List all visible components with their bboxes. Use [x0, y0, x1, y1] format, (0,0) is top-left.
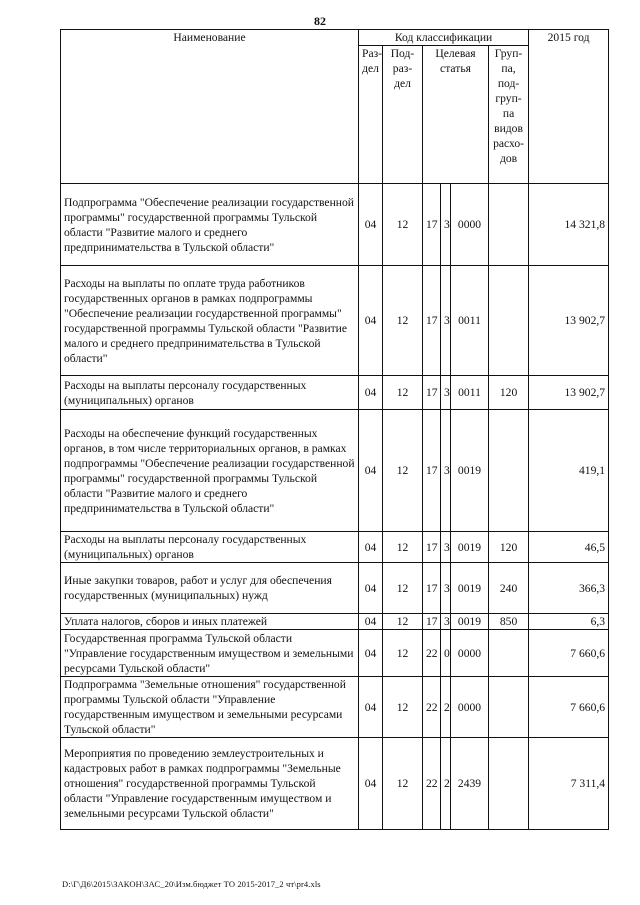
row-cs-direction: 2439 — [451, 738, 489, 830]
column-header-celevaya: Целевая статья — [423, 46, 489, 184]
row-vid — [489, 184, 529, 266]
row-vid: 120 — [489, 532, 529, 563]
row-razdel: 04 — [359, 614, 383, 630]
row-name: Иные закупки товаров, работ и услуг для обеспечения государственных (муниципальных) нужд — [61, 563, 359, 614]
header-row-top — [61, 30, 609, 46]
row-amount: 46,5 — [529, 532, 609, 563]
row-amount: 13 902,7 — [529, 376, 609, 410]
row-name: Государственная программа Тульской области "Управление государственным имуществом и земельными ресурсами Тульской области" — [61, 630, 359, 677]
row-cs-subprogram: 2 — [441, 677, 451, 738]
row-name: Подпрограмма "Обеспечение реализации государственной программы" государственной программы Тульской области "Развитие малого и среднего предпринимательства в Тульской области" — [61, 184, 359, 266]
row-amount: 366,3 — [529, 563, 609, 614]
row-vid — [489, 630, 529, 677]
row-cs-direction: 0019 — [451, 614, 489, 630]
row-podrazdel: 12 — [383, 614, 423, 630]
row-cs-subprogram: 2 — [441, 738, 451, 830]
row-razdel: 04 — [359, 266, 383, 376]
row-cs-program: 22 — [423, 630, 441, 677]
row-podrazdel: 12 — [383, 376, 423, 410]
row-razdel: 04 — [359, 376, 383, 410]
row-cs-subprogram: 3 — [441, 410, 451, 532]
table-row — [61, 563, 609, 614]
table-row — [61, 738, 609, 830]
table-row — [61, 266, 609, 376]
row-vid — [489, 738, 529, 830]
row-cs-direction: 0019 — [451, 532, 489, 563]
row-cs-direction: 0019 — [451, 563, 489, 614]
row-name: Расходы на выплаты персоналу государственных (муниципальных) органов — [61, 376, 359, 410]
table-row — [61, 410, 609, 532]
row-cs-subprogram: 3 — [441, 563, 451, 614]
row-name: Расходы на выплаты по оплате труда работников государственных органов в рамках подпрограммы "Обеспечение реализации государственной программы" государственной программы Тульской области "Развитие малого и среднего предпринимательства в Тульской области" — [61, 266, 359, 376]
row-cs-program: 22 — [423, 677, 441, 738]
row-podrazdel: 12 — [383, 532, 423, 563]
row-cs-program: 17 — [423, 266, 441, 376]
row-cs-direction: 0011 — [451, 376, 489, 410]
row-name: Уплата налогов, сборов и иных платежей — [61, 614, 359, 630]
row-vid — [489, 266, 529, 376]
row-cs-direction: 0011 — [451, 266, 489, 376]
row-razdel: 04 — [359, 630, 383, 677]
row-cs-subprogram: 3 — [441, 614, 451, 630]
row-podrazdel: 12 — [383, 266, 423, 376]
row-cs-subprogram: 0 — [441, 630, 451, 677]
row-podrazdel: 12 — [383, 738, 423, 830]
row-cs-direction: 0019 — [451, 410, 489, 532]
row-razdel: 04 — [359, 532, 383, 563]
row-podrazdel: 12 — [383, 184, 423, 266]
row-name: Подпрограмма "Земельные отношения" государственной программы Тульской области "Управление государственным имуществом и земельными ресурсами Тульской области" — [61, 677, 359, 738]
row-name: Расходы на выплаты персоналу государственных (муниципальных) органов — [61, 532, 359, 563]
column-header-razdel: Раз- дел — [359, 46, 383, 184]
row-vid: 120 — [489, 376, 529, 410]
row-podrazdel: 12 — [383, 677, 423, 738]
table-row — [61, 376, 609, 410]
row-cs-subprogram: 3 — [441, 532, 451, 563]
table-row — [61, 184, 609, 266]
table-row — [61, 614, 609, 630]
row-cs-subprogram: 3 — [441, 376, 451, 410]
column-header-code: Код классификации — [359, 30, 529, 46]
column-header-gruppa: Груп- па, под- груп- па видов расхо- дов — [489, 46, 529, 184]
row-vid: 850 — [489, 614, 529, 630]
row-cs-program: 22 — [423, 738, 441, 830]
row-podrazdel: 12 — [383, 630, 423, 677]
row-amount: 13 902,7 — [529, 266, 609, 376]
row-podrazdel: 12 — [383, 410, 423, 532]
row-vid: 240 — [489, 563, 529, 614]
row-cs-subprogram: 3 — [441, 266, 451, 376]
row-amount: 419,1 — [529, 410, 609, 532]
row-cs-program: 17 — [423, 376, 441, 410]
row-razdel: 04 — [359, 738, 383, 830]
row-cs-program: 17 — [423, 410, 441, 532]
row-name: Мероприятия по проведению землеустроительных и кадастровых работ в рамках подпрограммы "Земельные отношения" государственной программы Тульской области "Управление государственным имуществом и земельными ресурсами Тульской области" — [61, 738, 359, 830]
row-vid — [489, 410, 529, 532]
row-razdel: 04 — [359, 677, 383, 738]
row-amount: 7 660,6 — [529, 630, 609, 677]
row-amount: 14 321,8 — [529, 184, 609, 266]
row-cs-program: 17 — [423, 563, 441, 614]
row-amount: 7 660,6 — [529, 677, 609, 738]
column-header-year: 2015 год — [529, 30, 609, 184]
page-number: 82 — [314, 14, 326, 28]
table-row — [61, 630, 609, 677]
row-cs-direction: 0000 — [451, 630, 489, 677]
row-podrazdel: 12 — [383, 563, 423, 614]
file-path-footer: D:\Г\Д6\2015\ЗАКОН\ЗАС_20\Изм.бюджет ТО 2015-2017_2 чт\pr4.xls — [62, 879, 321, 889]
row-razdel: 04 — [359, 184, 383, 266]
row-cs-direction: 0000 — [451, 677, 489, 738]
row-razdel: 04 — [359, 410, 383, 532]
row-razdel: 04 — [359, 563, 383, 614]
row-cs-program: 17 — [423, 532, 441, 563]
row-cs-program: 17 — [423, 614, 441, 630]
row-amount: 6,3 — [529, 614, 609, 630]
row-amount: 7 311,4 — [529, 738, 609, 830]
table-row — [61, 677, 609, 738]
row-cs-direction: 0000 — [451, 184, 489, 266]
column-header-name: Наименование — [61, 30, 359, 184]
row-vid — [489, 677, 529, 738]
row-cs-subprogram: 3 — [441, 184, 451, 266]
column-header-podrazdel: Под- раз- дел — [383, 46, 423, 184]
row-cs-program: 17 — [423, 184, 441, 266]
row-name: Расходы на обеспечение функций государственных органов, в том числе территориальных органов, в рамках подпрограммы "Обеспечение реализации государственной программы" государственной программы Тульской области "Развитие малого и среднего предпринимательства в Тульской области" — [61, 410, 359, 532]
budget-table — [60, 29, 609, 830]
table-row — [61, 532, 609, 563]
